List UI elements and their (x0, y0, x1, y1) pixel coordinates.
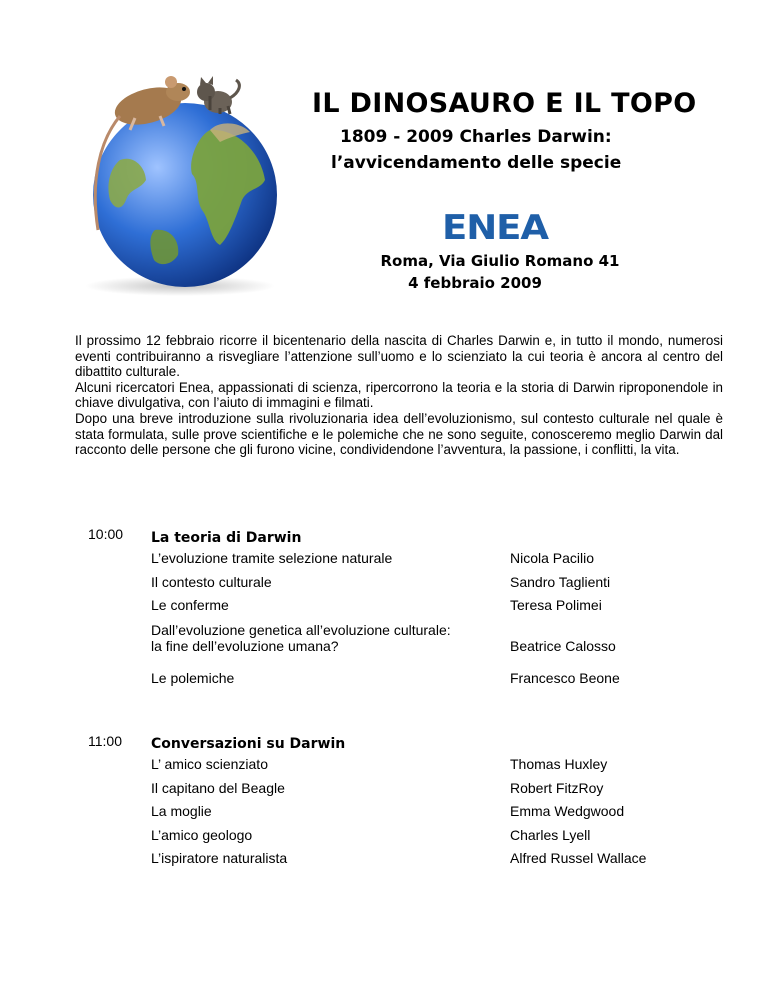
intro-paragraph-3: Dopo una breve introduzione sulla rivoluzionaria idea dell’evoluzionismo, sul contesto culturale nel quale è stata formulata, sulle prove scientifiche e le polemiche che ne sono seguite, conosceremo meglio Darwin dal racconto delle persone che gli furono vicine, condividendone l’avventura, la passione, i conflitti, la vita. (75, 410, 723, 458)
session-time: 10:00 (88, 526, 124, 542)
speaker-name: Charles Lyell (510, 827, 591, 843)
speaker-name: Francesco Beone (510, 670, 620, 686)
globe-mouse-kitten-illustration (60, 70, 310, 300)
speaker-name: Nicola Pacilio (510, 550, 595, 566)
session-title: La teoria di Darwin (151, 530, 302, 546)
talk-title: Il capitano del Beagle (151, 780, 285, 796)
talk-title: Dall’evoluzione genetica all’evoluzione culturale: (151, 622, 451, 638)
intro-text (75, 333, 723, 458)
intro-paragraph-2: Alcuni ricercatori Enea, appassionati di scienza, ripercorrono la teoria e la storia di Darwin riproponendole in chiave divulgativa, con l’aiuto di immagini e filmati. (75, 379, 723, 411)
speaker-name: Alfred Russel Wallace (510, 850, 647, 866)
speaker-name: Emma Wedgwood (510, 803, 625, 819)
session-title: Conversazioni su Darwin (151, 736, 346, 752)
talk-title: La moglie (151, 803, 212, 819)
talk-title: L’ amico scienziato (151, 756, 268, 772)
enea-logo (442, 210, 550, 242)
logo-text: ENEA (442, 210, 550, 242)
talk-title: Le polemiche (151, 670, 235, 686)
speaker-name: Thomas Huxley (510, 756, 608, 772)
talk-title-continued: la fine dell’evoluzione umana? (151, 638, 339, 654)
document-title: IL DINOSAURO E IL TOPO (312, 88, 697, 119)
subtitle-line-1: 1809 - 2009 Charles Darwin: (340, 127, 612, 147)
talk-title: Il contesto culturale (151, 574, 272, 590)
speaker-name: Teresa Polimei (510, 597, 602, 613)
speaker-name: Beatrice Calosso (510, 638, 616, 654)
intro-paragraph-1: Il prossimo 12 febbraio ricorre il bicentenario della nascita di Charles Darwin e, in tutto il mondo, numerosi eventi contribuiranno a risvegliare l’attenzione sull’uomo e lo scienziato la cui teoria è ancora al centro del dibattito culturale. (75, 333, 723, 380)
talk-title: Le conferme (151, 597, 229, 613)
session-time: 11:00 (88, 733, 122, 749)
talk-title: L’amico geologo (151, 827, 253, 843)
talk-title: L’evoluzione tramite selezione naturale (151, 550, 393, 566)
event-date: 4 febbraio 2009 (408, 274, 542, 292)
subtitle-line-2: l’avvicendamento delle specie (331, 153, 622, 173)
talk-title: L’ispiratore naturalista (151, 850, 288, 866)
speaker-name: Robert FitzRoy (510, 780, 604, 796)
speaker-name: Sandro Taglienti (510, 574, 611, 590)
event-location: Roma, Via Giulio Romano 41 (380, 252, 620, 270)
